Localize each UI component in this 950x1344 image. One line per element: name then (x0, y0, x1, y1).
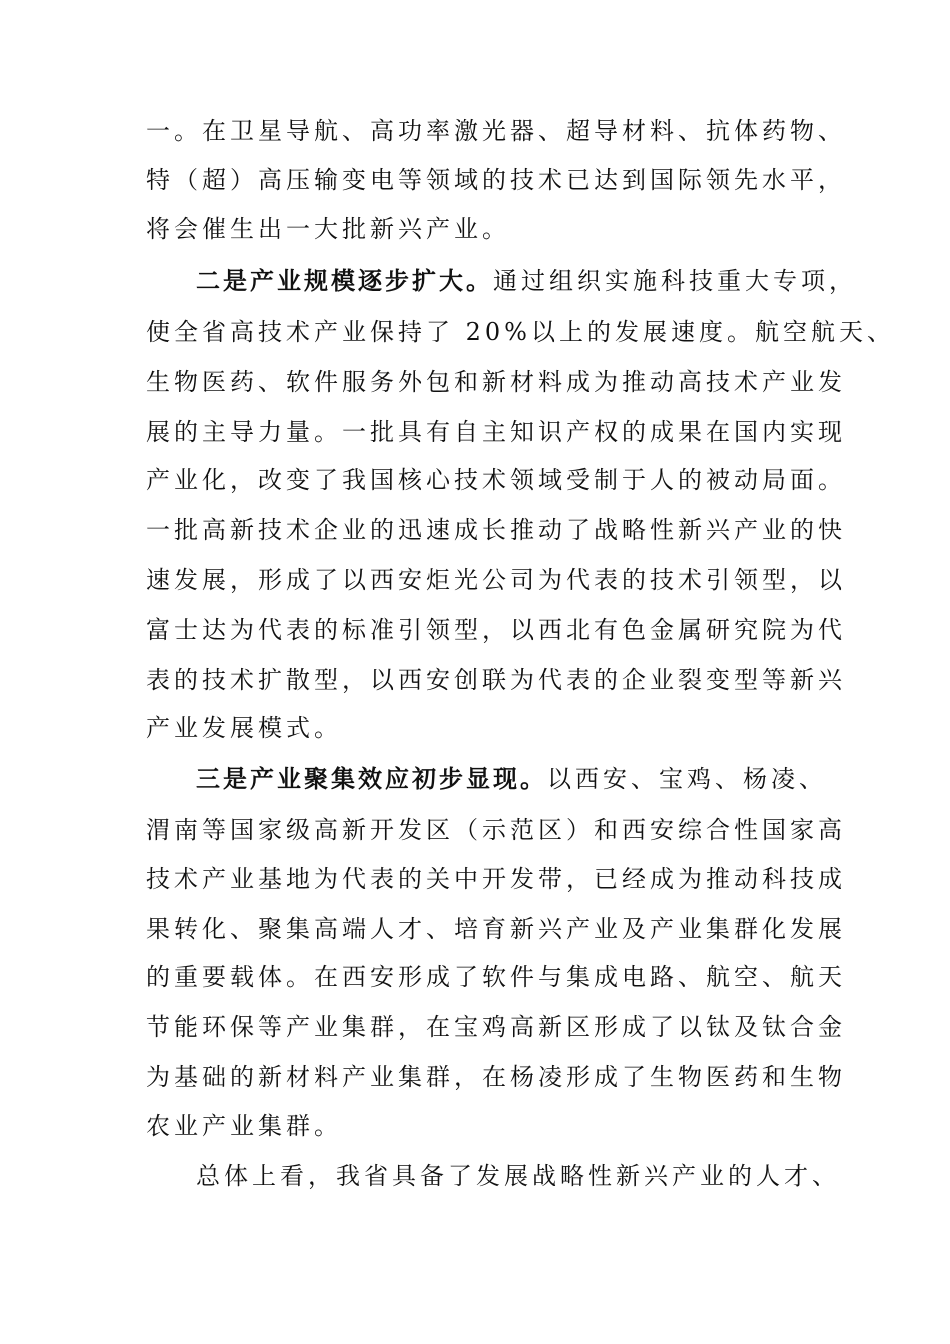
paragraph-2-line-10: 产业发展模式。 (146, 714, 342, 742)
paragraph-3-line-1 (196, 764, 886, 794)
paragraph-2-first-rest: 通过组织实施科技重大专项， (493, 267, 857, 295)
paragraph-3-line-3: 技术产业基地为代表的关中开发带，已经成为推动科技成 (146, 865, 846, 893)
paragraph-2-line-1 (196, 266, 886, 296)
paragraph-2-line-7: 速发展，形成了以西安炬光公司为代表的技术引领型，以 (146, 566, 846, 594)
paragraph-3-line-7: 为基础的新材料产业集群，在杨凌形成了生物医药和生物 (146, 1063, 846, 1091)
paragraph-3-line-5: 的重要载体。在西安形成了软件与集成电路、航空、航天 (146, 963, 846, 991)
paragraph-2-heading: 二是产业规模逐步扩大。 (196, 267, 493, 295)
paragraph-3-line-8: 农业产业集群。 (146, 1112, 342, 1140)
paragraph-3-line-6: 节能环保等产业集群，在宝鸡高新区形成了以钛及钛合金 (146, 1013, 846, 1041)
paragraph-4-line-1: 总体上看，我省具备了发展战略性新兴产业的人才、 (196, 1162, 840, 1190)
paragraph-3-line-2: 渭南等国家级高新开发区（示范区）和西安综合性国家高 (146, 816, 846, 844)
paragraph-2-line-2: 使全省高技术产业保持了 20%以上的发展速度。航空航天、 (146, 318, 895, 346)
paragraph-3-first-rest: 以西安、宝鸡、杨凌、 (547, 765, 827, 793)
paragraph-3-heading: 三是产业聚集效应初步显现。 (196, 765, 547, 793)
paragraph-1-line-2: 特（超）高压输变电等领域的技术已达到国际领先水平， (146, 166, 846, 194)
paragraph-3-line-4: 果转化、聚集高端人才、培育新兴产业及产业集群化发展 (146, 915, 846, 943)
paragraph-2-line-5: 产业化，改变了我国核心技术领域受制于人的被动局面。 (146, 466, 846, 494)
paragraph-2-line-6: 一批高新技术企业的迅速成长推动了战略性新兴产业的快 (146, 516, 846, 544)
paragraph-2-line-8: 富士达为代表的标准引领型，以西北有色金属研究院为代 (146, 616, 846, 644)
paragraph-2-line-3: 生物医药、软件服务外包和新材料成为推动高技术产业发 (146, 368, 846, 396)
paragraph-1-line-1: 一。在卫星导航、高功率激光器、超导材料、抗体药物、 (146, 117, 846, 145)
paragraph-2-line-4: 展的主导力量。一批具有自主知识产权的成果在国内实现 (146, 418, 846, 446)
paragraph-2-line-9: 表的技术扩散型，以西安创联为代表的企业裂变型等新兴 (146, 666, 846, 694)
paragraph-1-line-3: 将会催生出一大批新兴产业。 (146, 215, 510, 243)
